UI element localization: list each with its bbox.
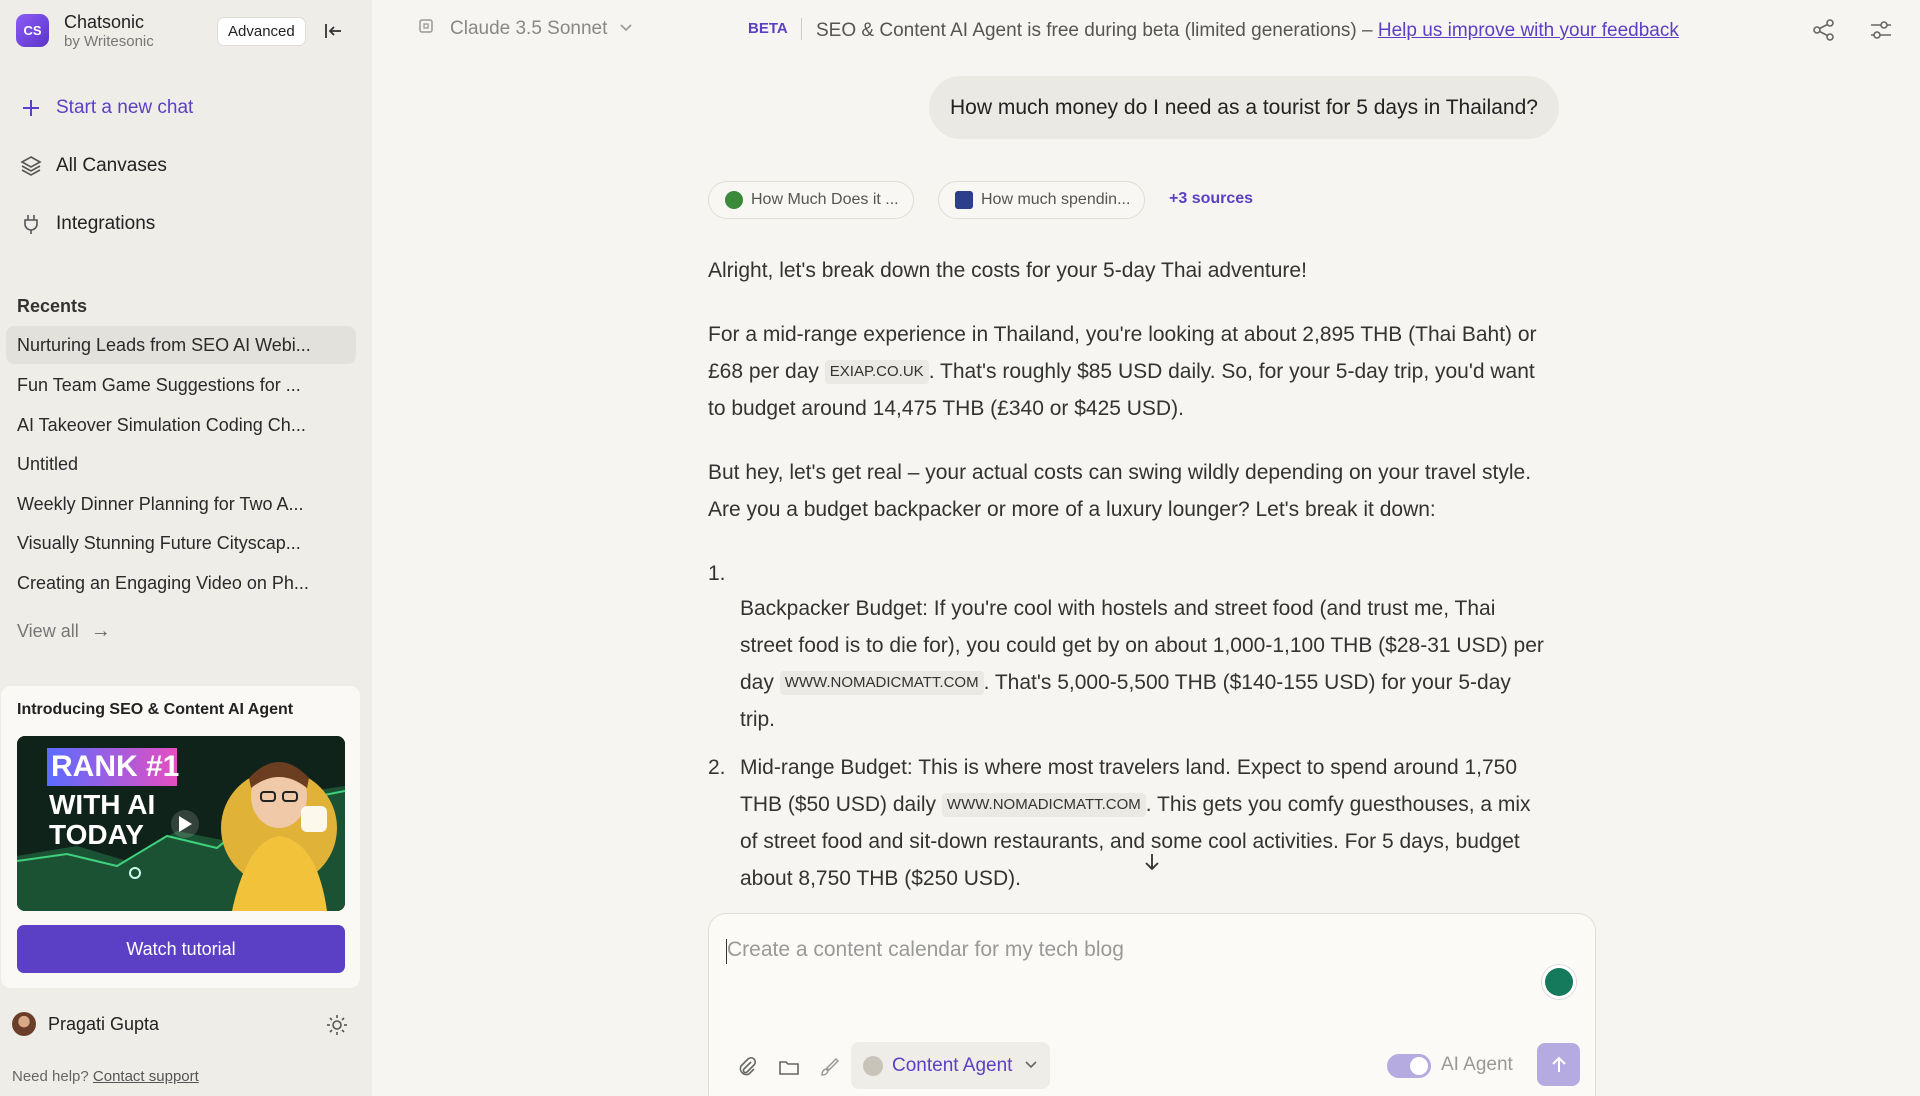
recent-chat-item[interactable]: Weekly Dinner Planning for Two A...	[17, 493, 304, 514]
recent-chat-item[interactable]: Fun Team Game Suggestions for ...	[17, 374, 301, 395]
promo-title: Introducing SEO & Content AI Agent	[17, 701, 294, 718]
avatar	[12, 1012, 36, 1036]
message-composer	[708, 913, 1596, 1096]
promo-card	[1, 686, 360, 988]
arrow-right-icon: →	[90, 620, 111, 642]
help-text: Need help? Contact support	[12, 1068, 199, 1085]
list-item: 2. Mid-range Budget: This is where most travelers land. Expect to spend around 1,750 THB ($50 USD) daily WWW.NOMADICMATT.COM . This gets you comfy guesthouses, a mix of street food and sit-down restaurants, and some cool activities. For 5 days, budget about 8,750 THB ($250 USD).	[708, 756, 1531, 890]
ai-agent-toggle[interactable]	[1387, 1054, 1431, 1078]
citation-chip[interactable]: EXIAP.CO.UK	[825, 360, 929, 384]
arrow-up-icon	[1549, 1055, 1569, 1075]
contact-support-link[interactable]: Contact support	[92, 1068, 199, 1085]
settings-sliders-icon[interactable]	[1868, 17, 1894, 43]
answer-intro: Alright, let's break down the costs for your 5-day Thai adventure!	[708, 259, 1307, 282]
user-name: Pragati Gupta	[48, 1013, 160, 1034]
feedback-link[interactable]: Help us improve with your feedback	[1377, 20, 1679, 41]
brand[interactable]	[16, 12, 154, 50]
thumb-headline-2: WITH AI	[49, 789, 156, 820]
plug-icon	[18, 211, 44, 237]
citation-chip[interactable]: WWW.NOMADICMATT.COM	[780, 671, 984, 695]
thumb-headline-3: TODAY	[49, 819, 144, 850]
agent-selector[interactable]: Content Agent	[851, 1042, 1050, 1089]
send-button[interactable]	[1537, 1043, 1580, 1086]
watch-tutorial-button[interactable]: Watch tutorial	[17, 925, 345, 973]
integrations-label: Integrations	[56, 213, 156, 234]
chevron-down-icon	[1024, 1055, 1038, 1077]
source-chip[interactable]: How much spendin...	[938, 181, 1145, 219]
layers-icon	[18, 153, 44, 179]
answer-paragraph: For a mid-range experience in Thailand, you're looking at about 2,895 THB (Thai Baht) or £68 per day EXIAP.CO.UK . That's roughly $85 USD daily. So, for your 5-day trip, you'd want to budget around 14,475 THB (£340 or $425 USD).	[708, 323, 1537, 420]
brush-icon[interactable]	[815, 1053, 843, 1081]
collapse-sidebar-icon[interactable]	[321, 19, 345, 43]
answer-paragraph: But hey, let's get real – your actual costs can swing wildly depending on your travel style. Are you a budget backpacker or more of a luxury lounger? Let's break it down:	[708, 461, 1532, 521]
brand-subtitle: by Writesonic	[64, 32, 154, 50]
all-canvases-label: All Canvases	[56, 155, 167, 176]
sidebar	[0, 0, 372, 1096]
ai-agent-label: AI Agent	[1441, 1054, 1513, 1075]
recent-chat-item[interactable]: Untitled	[17, 453, 79, 474]
folder-icon[interactable]	[775, 1053, 803, 1081]
message-input[interactable]	[727, 938, 1527, 962]
agent-avatar-icon	[863, 1056, 883, 1076]
text-caret	[726, 939, 727, 964]
all-canvases-nav[interactable]	[18, 153, 167, 179]
grammarly-icon[interactable]	[1541, 964, 1577, 1000]
recent-chat-item[interactable]: AI Takeover Simulation Coding Ch...	[17, 414, 306, 435]
chatsonic-logo: CS	[16, 14, 49, 47]
recent-chat-item[interactable]: Visually Stunning Future Cityscap...	[17, 532, 301, 553]
new-chat-button[interactable]	[18, 95, 193, 121]
model-selector[interactable]	[416, 16, 633, 42]
model-name: Claude 3.5 Sonnet	[450, 18, 608, 39]
divider	[801, 18, 802, 40]
recent-chat-item[interactable]: Nurturing Leads from SEO AI Webi...	[6, 326, 356, 364]
tutorial-video-thumbnail[interactable]	[17, 736, 345, 911]
source-chip[interactable]: How Much Does it ...	[708, 181, 914, 219]
source-favicon	[955, 191, 973, 209]
share-icon[interactable]	[1811, 17, 1837, 43]
advanced-mode-button[interactable]: Advanced	[217, 17, 306, 46]
list-item: 1. Backpacker Budget: If you're cool with hostels and street food (and trust me, Thai street food is to die for), you could get by on about 1,000-1,100 THB ($28-31 USD) per day WWW.NOMADICMATT.COM . That's 5,000-5,500 THB ($140-155 USD) for your 5-day trip.	[708, 562, 1544, 731]
recent-chat-item[interactable]: Creating an Engaging Video on Ph...	[17, 572, 309, 593]
scroll-down-icon[interactable]	[1136, 846, 1168, 878]
assistant-answer	[708, 252, 1548, 912]
integrations-nav[interactable]	[18, 211, 155, 237]
brand-name: Chatsonic	[64, 12, 145, 32]
thumb-headline-1: RANK #1	[51, 750, 180, 783]
chevron-down-icon	[619, 18, 633, 40]
user-message: How much money do I need as a tourist for 5 days in Thailand?	[929, 76, 1559, 139]
recents-heading: Recents	[17, 296, 88, 316]
view-all-link[interactable]: View all →	[17, 620, 111, 642]
chip-icon	[416, 16, 436, 42]
sun-icon[interactable]	[325, 1013, 349, 1037]
source-favicon	[725, 191, 743, 209]
user-profile[interactable]	[12, 1012, 159, 1036]
paperclip-icon[interactable]	[733, 1053, 761, 1081]
beta-notice: SEO & Content AI Agent is free during beta (limited generations) – Help us improve with your feedback	[816, 20, 1679, 41]
more-sources-link[interactable]: +3 sources	[1169, 190, 1254, 207]
new-chat-label: Start a new chat	[56, 97, 194, 118]
plus-icon	[18, 95, 44, 121]
beta-badge: BETA	[748, 20, 788, 37]
citation-chip[interactable]: WWW.NOMADICMATT.COM	[942, 793, 1146, 817]
